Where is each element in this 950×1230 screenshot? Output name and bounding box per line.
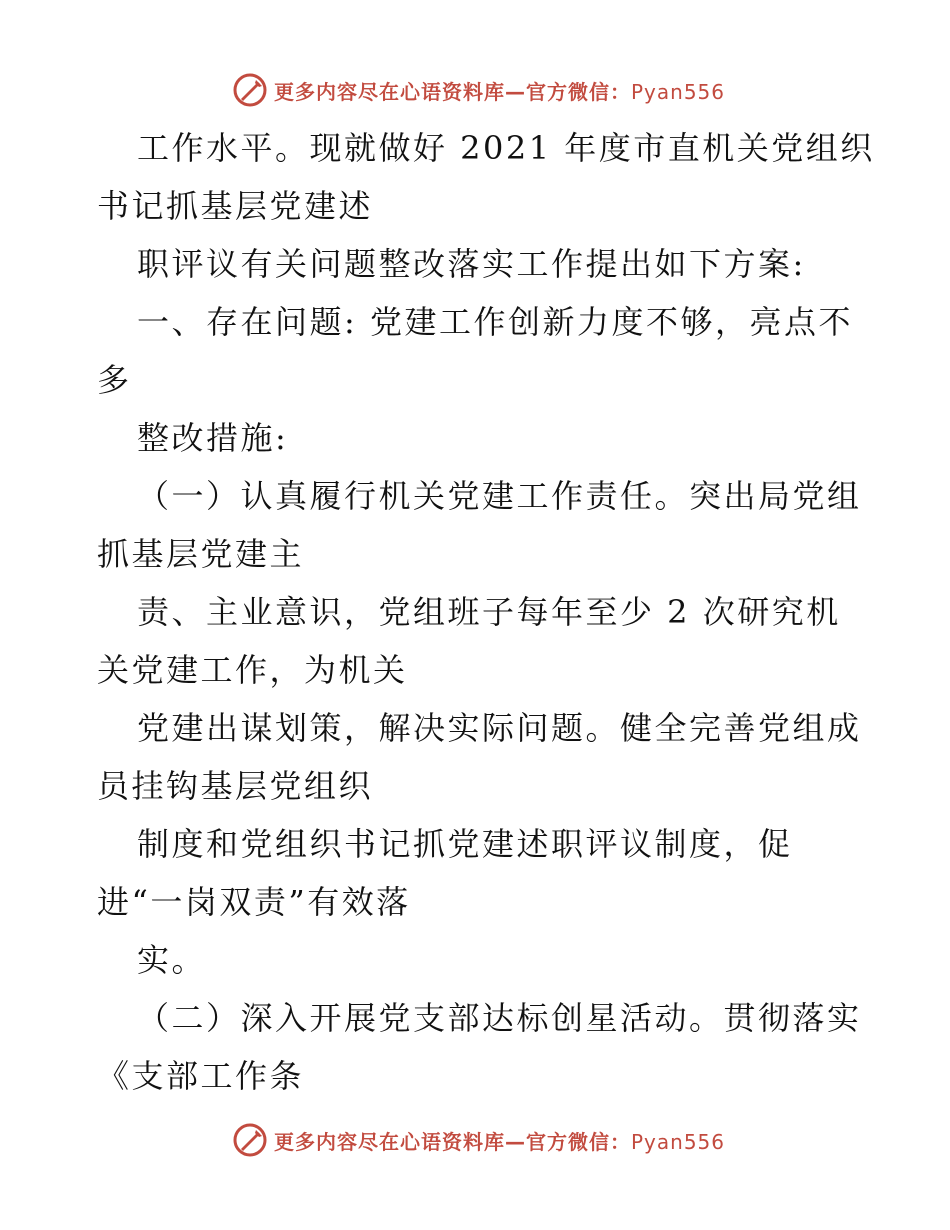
body-line: （二）深入开展党支部达标创星活动。贯彻落实	[137, 999, 862, 1037]
body-line: （一）认真履行机关党建工作责任。突出局党组	[137, 477, 862, 515]
body-line: 职评议有关问题整改落实工作提出如下方案:	[137, 245, 806, 283]
body-line: 责、主业意识，党组班子每年至少 2 次研究机	[137, 593, 841, 631]
watermark-id: Pyan556	[631, 1129, 726, 1154]
body-line: 员挂钩基层党组织	[97, 767, 374, 805]
body-line: 实。	[137, 941, 207, 979]
body-line: 党建出谋划策，解决实际问题。健全完善党组成	[137, 709, 862, 747]
watermark-text: 更多内容尽在心语资料库—官方微信：	[274, 79, 631, 104]
watermark-text: 更多内容尽在心语资料库—官方微信：	[274, 1129, 631, 1154]
body-line: 《支部工作条	[97, 1057, 305, 1095]
body-line: 关党建工作，为机关	[97, 651, 408, 689]
body-line: 工作水平。现就做好 2021 年度市直机关党组织	[137, 129, 875, 167]
body-line: 一、存在问题: 党建工作创新力度不够，亮点不	[137, 303, 853, 341]
quill-logo-icon	[232, 1122, 268, 1158]
body-line: 进“一岗双责”有效落	[97, 883, 411, 921]
body-line: 书记抓基层党建述	[97, 187, 374, 225]
body-line: 抓基层党建主	[97, 535, 305, 573]
footer-watermark	[232, 1120, 732, 1160]
body-line: 整改措施:	[137, 419, 289, 457]
watermark-id: Pyan556	[631, 79, 726, 104]
body-line: 制度和党组织书记抓党建述职评议制度，促	[137, 825, 793, 863]
body-line: 多	[97, 361, 132, 399]
